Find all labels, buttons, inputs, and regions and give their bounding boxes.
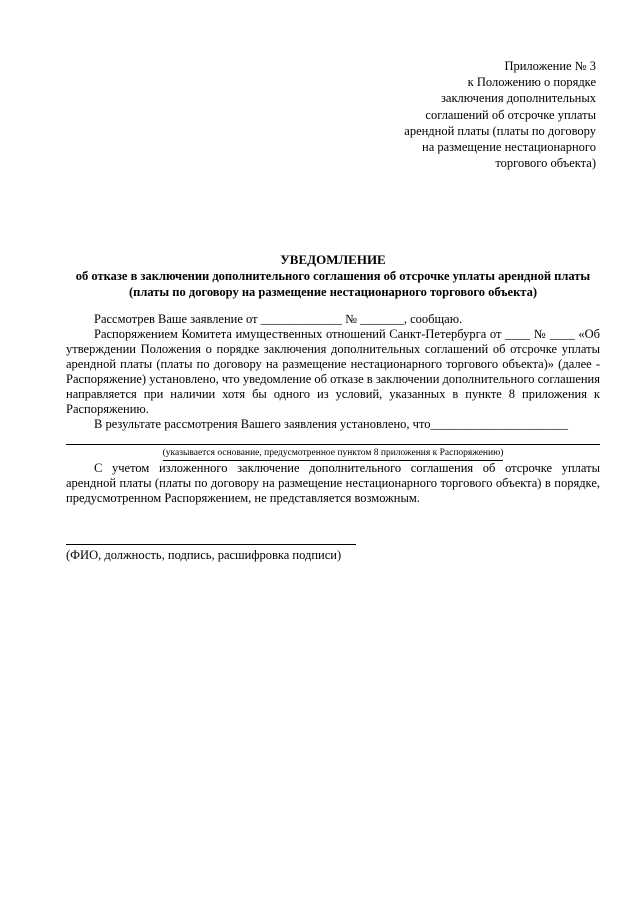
appendix-line-7: торгового объекта) [495, 156, 596, 171]
reason-caption [66, 447, 600, 461]
paragraph-application: Рассмотрев Ваше заявление от _____________ № _______, сообщаю. [94, 312, 463, 326]
reason-caption-text: (указывается основание, предусмотренное пунктом 8 приложения к Распоряжению) [163, 447, 504, 461]
paragraph-conclusion: С учетом изложенного заключение дополнительного соглашения об отсрочке уплаты арендной платы (платы по договору на размещение нестационарного торгового объекта) в порядке, предусмотренном Распоряжением, не представляется возможным. [66, 461, 600, 505]
appendix-line-3: заключения дополнительных [440, 91, 596, 106]
reason-fill-line [66, 444, 600, 445]
appendix-line-6: на размещение нестационарного [422, 140, 596, 155]
document-body [66, 312, 600, 506]
appendix-header [366, 58, 596, 171]
appendix-line-5: арендной платы (платы по договору [404, 123, 596, 138]
appendix-line-1: Приложение № 3 [504, 59, 596, 73]
paragraph-result: В результате рассмотрения Вашего заявления установлено, что______________________ [94, 417, 568, 431]
paragraph-order: Распоряжением Комитета имущественных отношений Санкт-Петербурга от ____ № ____ «Об утверждении Положения о порядке заключения дополнительных соглашений об отсрочке уплаты арендной платы (платы по договору на размещение нестационарного торгового объекта)» (далее - Распоряжение) установлено, что уведомление об отказе в заключении дополнительного соглашения направляется при наличии хотя бы одного из условий, указанных в пункте 8 приложения к Распоряжению. [66, 327, 600, 416]
signature-caption: (ФИО, должность, подпись, расшифровка подписи) [66, 548, 342, 562]
document-subtitle: об отказе в заключении дополнительного соглашения об отсрочке уплаты арендной платы (платы по договору на размещение нестационарного торгового объекта) [75, 269, 591, 299]
appendix-line-4: соглашений об отсрочке уплаты [425, 107, 596, 122]
document-title: УВЕДОМЛЕНИЕ [280, 252, 386, 267]
signature-line [66, 544, 356, 545]
appendix-line-2: к Положению о порядке [467, 75, 596, 90]
